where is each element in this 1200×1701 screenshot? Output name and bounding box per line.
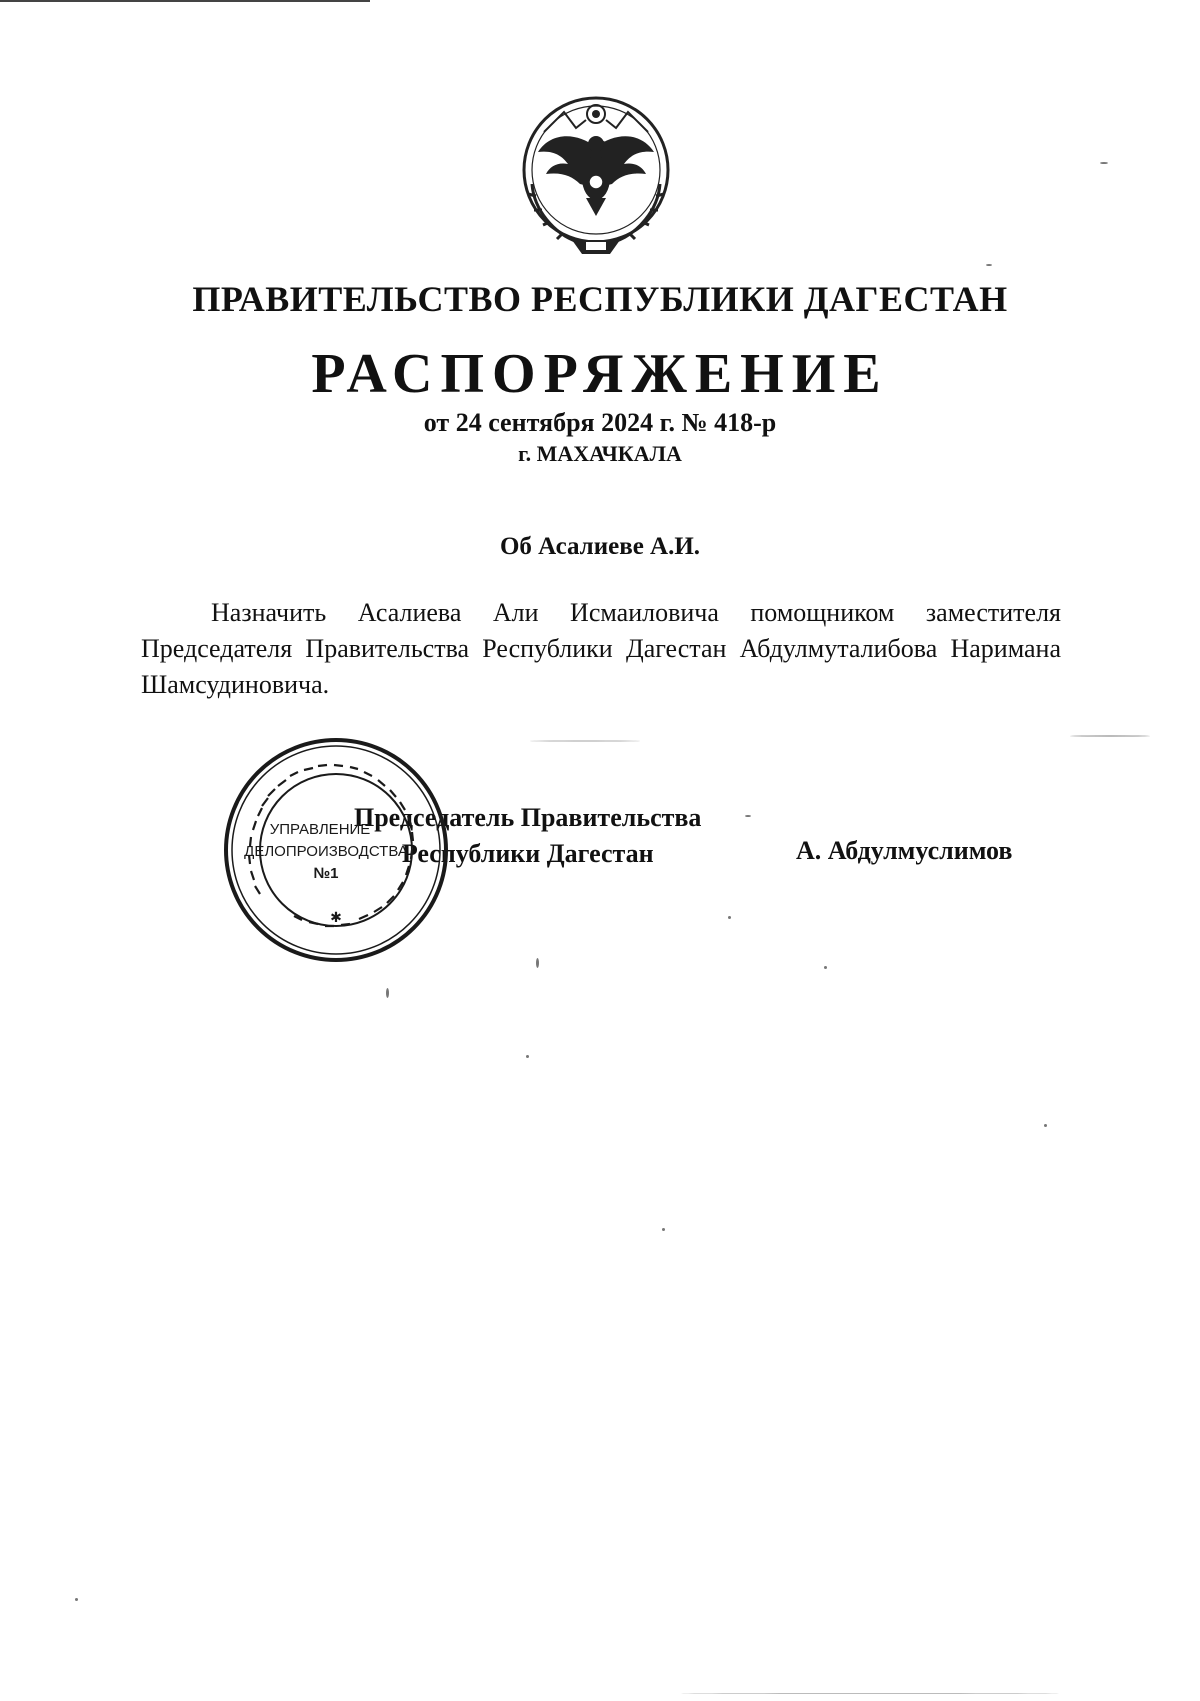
scan-speck (986, 264, 992, 266)
signatory-position (354, 800, 701, 872)
signatory-position-line2: Республики Дагестан (401, 839, 654, 868)
government-title: ПРАВИТЕЛЬСТВО РЕСПУБЛИКИ ДАГЕСТАН (192, 279, 1008, 319)
signatory-position-line1: Председатель Правительства (354, 803, 702, 832)
coat-of-arms-icon (506, 92, 686, 260)
scan-speck (75, 1598, 78, 1601)
signatory-name: А. Абдулмуслимов (796, 836, 1013, 865)
scan-speck (680, 1693, 1060, 1694)
scan-speck (526, 1055, 529, 1058)
stamp-center-line3: №1 (313, 865, 339, 882)
document-type-title: РАСПОРЯЖЕНИЕ (311, 343, 889, 405)
document-date-number: от 24 сентября 2024 г. № 418-р (423, 408, 777, 437)
scan-speck (728, 916, 731, 919)
scan-speck (530, 740, 640, 742)
scan-edge-line (0, 0, 370, 2)
svg-text:✱: ✱ (330, 911, 342, 926)
scan-speck (386, 988, 389, 998)
stamp-center-line1: УПРАВЛЕНИЕ (269, 821, 371, 838)
document-body: Назначить Асалиева Али Исмаиловича помощником заместителя Председателя Правительства Республики Дагестан Абдулмуталибова Наримана Шамсудиновича. (141, 598, 1061, 699)
scan-speck (536, 958, 539, 968)
scan-speck (662, 1228, 665, 1231)
document-city: г. МАХАЧКАЛА (518, 441, 682, 466)
document-subject: Об Асалиеве А.И. (499, 533, 701, 560)
scan-speck (1044, 1124, 1047, 1127)
scan-speck (1100, 162, 1108, 164)
scan-speck (1070, 735, 1150, 737)
stamp-center-line2: ДЕЛОПРОИЗВОДСТВА (244, 843, 408, 860)
scan-speck (745, 815, 751, 817)
scan-speck (824, 966, 827, 969)
